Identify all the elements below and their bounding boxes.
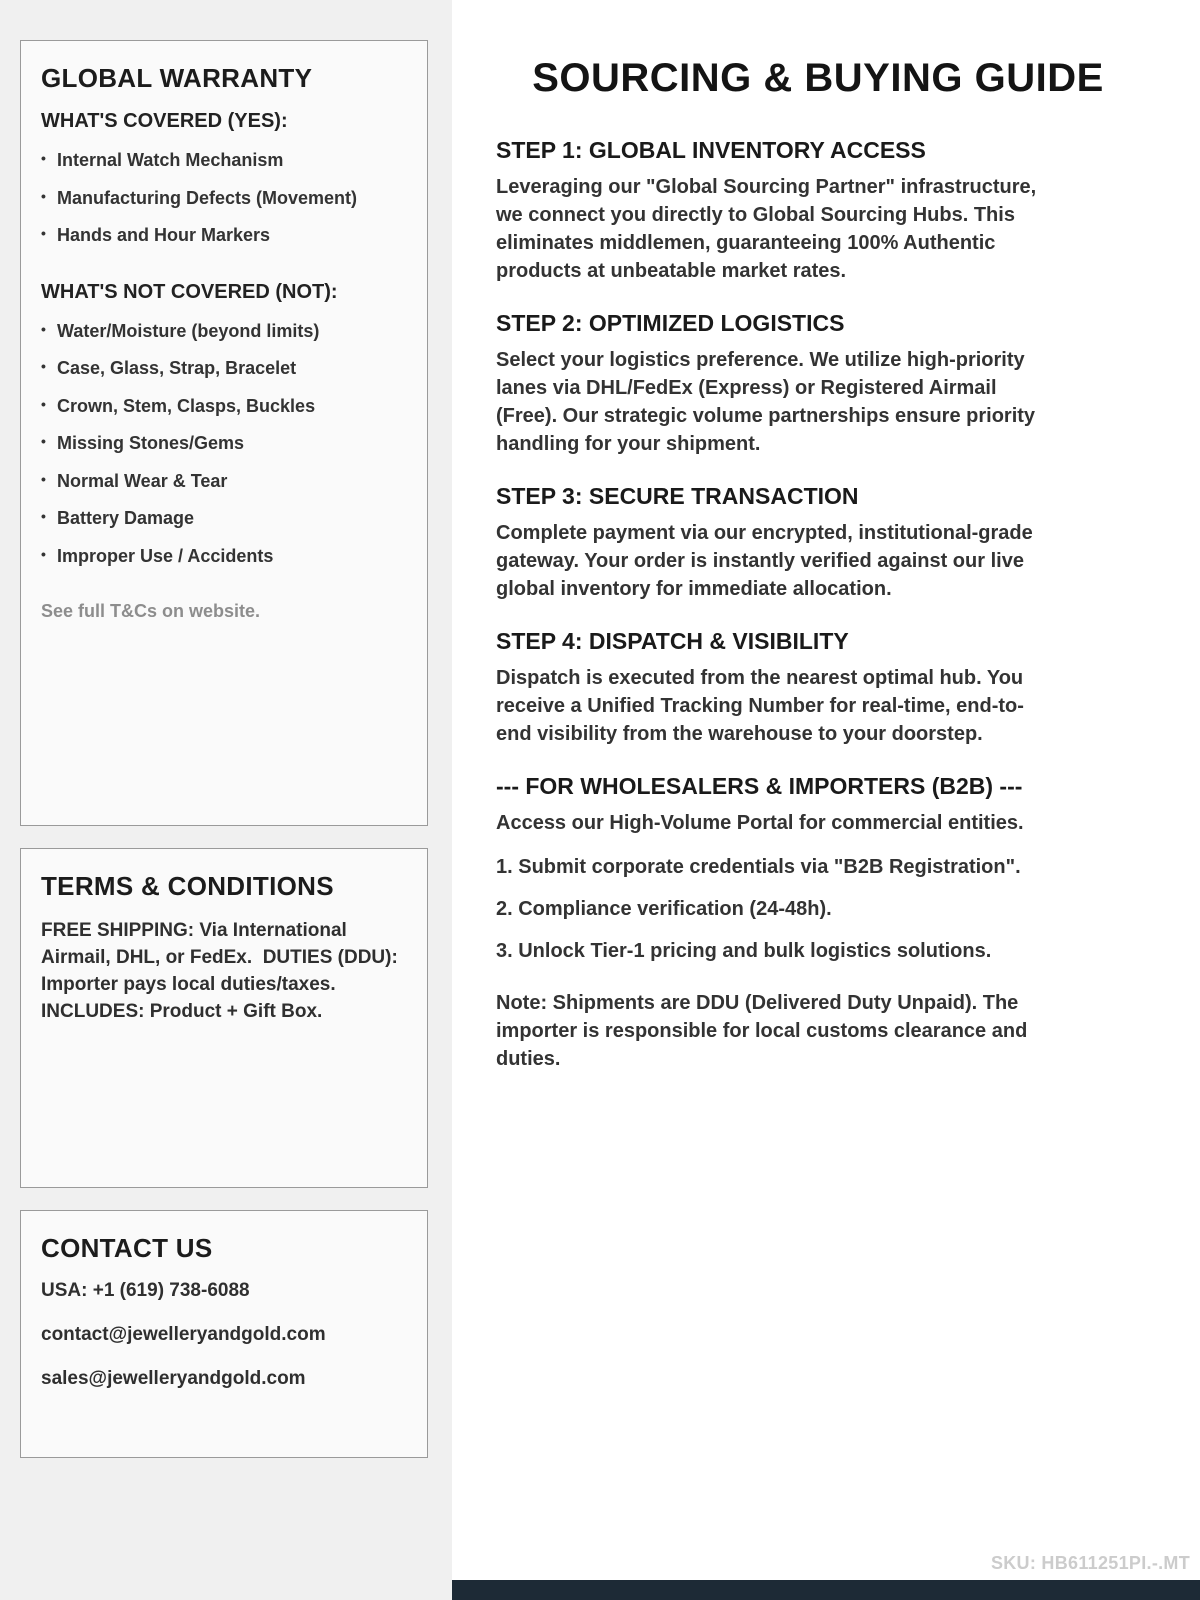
page-title: SOURCING & BUYING GUIDE xyxy=(532,56,1104,100)
step-1-body: Leveraging our "Global Sourcing Partner" infrastructure, we connect you directly to Global Sourcing Hubs. This eliminates middlemen, guaranteeing 100% Authentic products at unbeatable market rates. xyxy=(496,176,1037,282)
list-item: • Missing Stones/Gems xyxy=(41,432,407,455)
warranty-covered-list xyxy=(41,149,407,247)
contact-title: CONTACT US xyxy=(41,1233,213,1263)
step-2-body: Select your logistics preference. We utilize high-priority lanes via DHL/FedEx (Express) or Registered Airmail (Free). Our strategic volume partnerships ensure priority handling for your shipment. xyxy=(496,349,1036,455)
b2b-item-1: 1. Submit corporate credentials via "B2B Registration". xyxy=(496,856,1021,878)
sidebar xyxy=(0,0,452,1600)
warranty-footnote: See full T&Cs on website. xyxy=(41,601,261,621)
terms-box xyxy=(20,848,428,1188)
list-item: • Crown, Stem, Clasps, Buckles xyxy=(41,395,407,418)
list-item: • Normal Wear & Tear xyxy=(41,470,407,493)
step-4-body: Dispatch is executed from the nearest optimal hub. You receive a Unified Tracking Number for real-time, end-to-end visibility from the warehouse to your doorstep. xyxy=(496,667,1024,745)
b2b-heading: --- FOR WHOLESALERS & IMPORTERS (B2B) --- xyxy=(496,773,1023,799)
list-item: • Internal Watch Mechanism xyxy=(41,149,407,172)
warranty-covered-title: WHAT'S COVERED (YES): xyxy=(41,110,288,132)
b2b-item-3: 3. Unlock Tier-1 pricing and bulk logistics solutions. xyxy=(496,940,992,962)
contact-box xyxy=(20,1210,428,1458)
step-4-heading: STEP 4: DISPATCH & VISIBILITY xyxy=(496,628,849,654)
warranty-not-covered-title: WHAT'S NOT COVERED (NOT): xyxy=(41,280,338,303)
step-3 xyxy=(496,483,1140,603)
terms-title: TERMS & CONDITIONS xyxy=(41,871,334,901)
list-item: • Case, Glass, Strap, Bracelet xyxy=(41,357,407,380)
step-3-heading: STEP 3: SECURE TRANSACTION xyxy=(496,483,859,509)
warranty-title: GLOBAL WARRANTY xyxy=(41,63,313,93)
contact-phone: USA: +1 (619) 738-6088 xyxy=(41,1280,250,1301)
list-item: • Battery Damage xyxy=(41,507,407,530)
step-1 xyxy=(496,137,1140,285)
contact-email-primary: contact@jewelleryandgold.com xyxy=(41,1324,326,1345)
sku-label: SKU: HB611251PI.-.MT xyxy=(990,1553,1190,1573)
footer-bar xyxy=(452,1580,1200,1600)
b2b-section xyxy=(496,773,1140,1073)
warranty-box xyxy=(20,40,428,826)
b2b-intro: Access our High-Volume Portal for commercial entities. xyxy=(496,812,1024,834)
list-item: • Manufacturing Defects (Movement) xyxy=(41,187,407,210)
step-4 xyxy=(496,628,1140,748)
step-1-heading: STEP 1: GLOBAL INVENTORY ACCESS xyxy=(496,137,926,163)
warranty-not-covered-list xyxy=(41,320,407,568)
step-2 xyxy=(496,310,1140,458)
b2b-item-2: 2. Compliance verification (24-48h). xyxy=(496,898,832,920)
list-item: • Hands and Hour Markers xyxy=(41,224,407,247)
contact-email-sales: sales@jewelleryandgold.com xyxy=(41,1368,306,1389)
step-2-heading: STEP 2: OPTIMIZED LOGISTICS xyxy=(496,310,845,336)
main-content xyxy=(452,0,1200,1600)
list-item: • Improper Use / Accidents xyxy=(41,545,407,568)
terms-body: FREE SHIPPING: Via International Airmail, DHL, or FedEx. DUTIES (DDU): Importer pays local duties/taxes. INCLUDES: Product + Gift Box. xyxy=(41,920,404,1022)
list-item: • Water/Moisture (beyond limits) xyxy=(41,320,407,343)
b2b-note: Note: Shipments are DDU (Delivered Duty Unpaid). The importer is responsible for local customs clearance and duties. xyxy=(496,992,1028,1070)
step-3-body: Complete payment via our encrypted, institutional-grade gateway. Your order is instantly verified against our live global inventory for immediate allocation. xyxy=(496,522,1033,600)
